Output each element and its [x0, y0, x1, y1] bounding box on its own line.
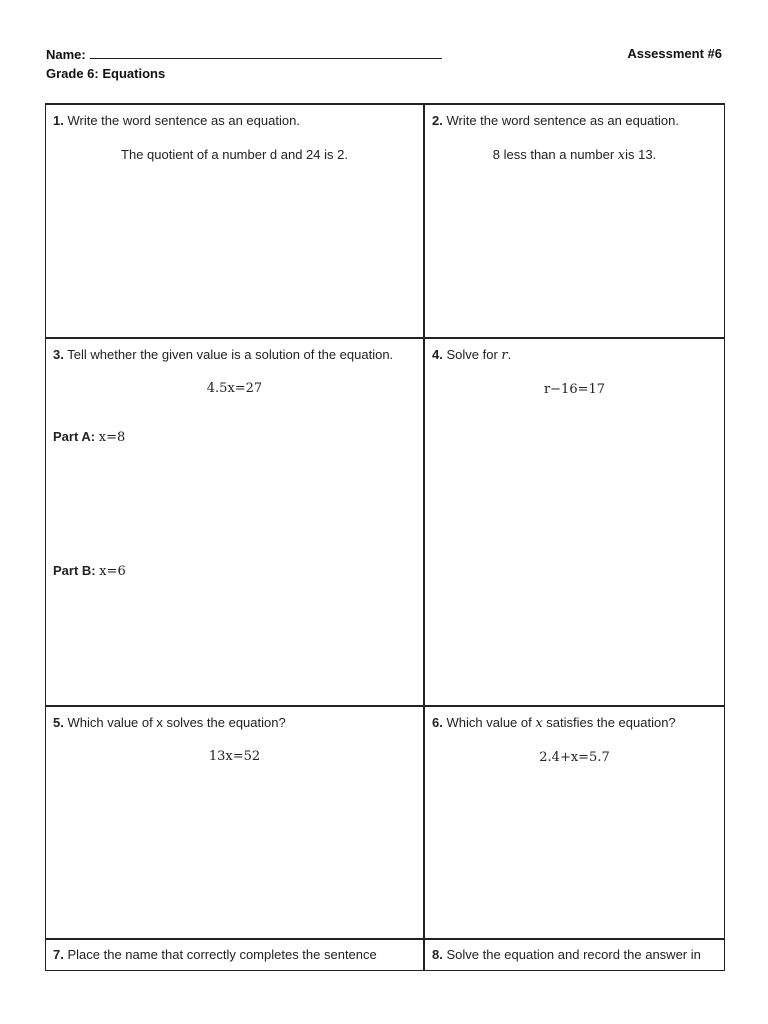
part-a-label: Part A: — [53, 429, 96, 444]
part-b-equation: x=6 — [99, 564, 126, 579]
question-1-box — [46, 105, 425, 337]
prompt-end: . — [507, 347, 512, 362]
word-sentence — [432, 147, 717, 163]
variable: r — [501, 348, 508, 363]
question-prompt: Solve the equation and record the answer in — [446, 947, 701, 962]
question-prompt: Write the word sentence as an equation. — [67, 113, 300, 128]
question-number: 8. — [432, 947, 443, 962]
question-7-box — [46, 940, 425, 970]
question-8-box — [425, 940, 725, 970]
question-prompt: Write the word sentence as an equation. — [446, 113, 679, 128]
name-field — [46, 46, 442, 62]
variable: x — [535, 716, 543, 731]
question-3-box — [46, 339, 425, 705]
question-row — [46, 339, 725, 707]
question-row — [46, 940, 725, 971]
equation: 13x=52 — [208, 749, 261, 764]
part-b-label: Part B: — [53, 563, 96, 578]
part-a-equation: x=8 — [98, 430, 126, 445]
prompt-end: satisfies the equation? — [542, 715, 676, 730]
question-grid — [45, 103, 725, 971]
question-number: 1. — [53, 113, 64, 128]
word-sentence: The quotient of a number d and 24 is 2. — [121, 147, 348, 162]
name-blank-line[interactable] — [90, 46, 442, 59]
part-b — [53, 563, 126, 579]
word-sentence-end: is 13. — [625, 147, 657, 162]
word-sentence-start: 8 less than a number — [492, 147, 618, 162]
assessment-number: Assessment #6 — [627, 46, 722, 61]
question-number: 5. — [53, 715, 64, 730]
question-prompt: Solve for — [446, 347, 502, 362]
name-label: Name: — [46, 47, 86, 62]
question-5-box — [46, 707, 425, 938]
question-2-box — [425, 105, 725, 337]
equation: 4.5x=27 — [206, 381, 263, 396]
question-prompt: Which value of x solves the equation? — [67, 715, 286, 730]
question-prompt: Tell whether the given value is a solution of the equation. — [67, 347, 394, 362]
question-6-box — [425, 707, 725, 938]
question-number: 3. — [53, 347, 64, 362]
part-a — [53, 429, 125, 445]
question-number: 4. — [432, 347, 443, 362]
question-4-box — [425, 339, 725, 705]
question-number: 6. — [432, 715, 443, 730]
question-number: 7. — [53, 947, 64, 962]
grade-title: Grade 6: Equations — [46, 66, 166, 81]
variable: x — [617, 148, 626, 163]
question-prompt: Place the name that correctly completes the sentence — [67, 947, 377, 962]
equation: r−16=17 — [543, 382, 606, 397]
question-number: 2. — [432, 113, 443, 128]
question-row — [46, 707, 725, 940]
question-row — [46, 105, 725, 339]
question-prompt: Which value of — [446, 715, 536, 730]
equation: 2.4+x=5.7 — [539, 750, 610, 765]
